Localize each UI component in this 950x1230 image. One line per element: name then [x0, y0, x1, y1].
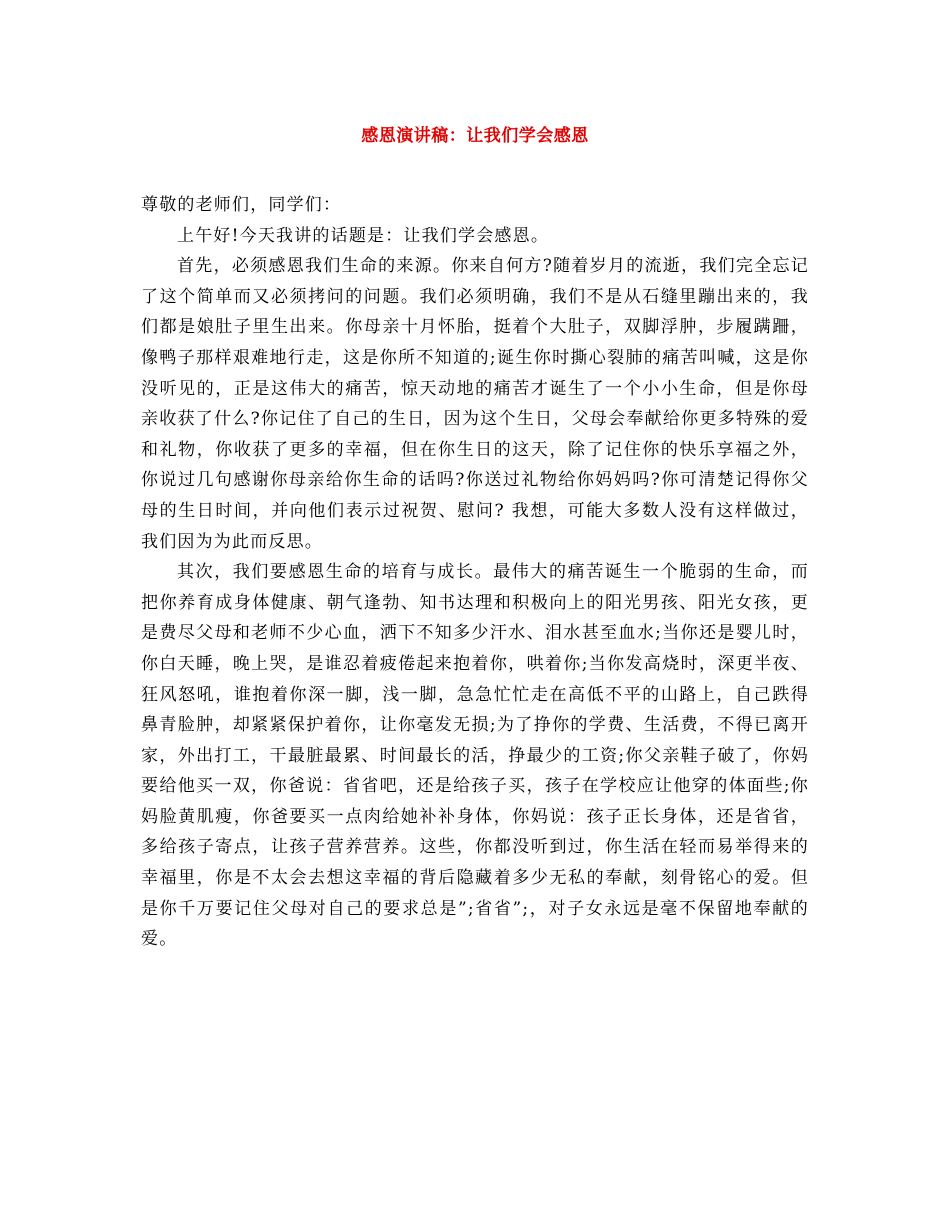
- paragraph-first: 首先，必须感恩我们生命的来源。你来自何方?随着岁月的流逝，我们完全忘记了这个简单而又必须拷问的问题。我们必须明确，我们不是从石缝里蹦出来的，我们都是娘肚子里生出来。你母亲十月怀胎，挺着个大肚子，双脚浮肿，步履蹒跚，像鸭子那样艰难地行走，这是你所不知道的;诞生你时撕心裂肺的痛苦叫喊，这是你没听见的，正是这伟大的痛苦，惊天动地的痛苦才诞生了一个小小生命，但是你母亲收获了什么?你记住了自己的生日，因为这个生日，父母会奉献给你更多特殊的爱和礼物，你收获了更多的幸福，但在你生日的这天，除了记住你的快乐享福之外，你说过几句感谢你母亲给你生命的话吗?你送过礼物给你妈妈吗?你可清楚记得你父母的生日时间，并向他们表示过祝贺、慰问? 我想，可能大多数人没有这样做过，我们因为为此而反思。: [141, 256, 809, 552]
- document-title: 感恩演讲稿：让我们学会感恩: [361, 126, 589, 146]
- salutation: 尊敬的老师们，同学们：: [141, 195, 342, 215]
- document-body: [141, 190, 809, 955]
- paragraph-greeting: 上午好!今天我讲的话题是：让我们学会感恩。: [177, 225, 550, 246]
- paragraph-second: 其次，我们要感恩生命的培育与成长。最伟大的痛苦诞生一个脆弱的生命，而把你养育成身体健康、朝气逢勃、知书达理和积极向上的阳光男孩、阳光女孩，更是费尽父母和老师不少心血，洒下不知多少汗水、泪水甚至血水;当你还是婴儿时，你白天睡，晚上哭，是谁忍着疲倦起来抱着你，哄着你;当你发高烧时，深更半夜、狂风怒吼，谁抱着你深一脚，浅一脚，急急忙忙走在高低不平的山路上，自己跌得鼻青脸肿，却紧紧保护着你，让你毫发无损;为了挣你的学费、生活费，不得已离开家，外出打工，干最脏最累、时间最长的活，挣最少的工资;你父亲鞋子破了，你妈要给他买一双，你爸说：省省吧，还是给孩子买，孩子在学校应让他穿的体面些;你妈脸黄肌瘦，你爸要买一点肉给她补补身体，你妈说：孩子正长身体，还是省省，多给孩子寄点，让孩子营养营养。这些，你都没听到过，你生活在轻而易举得来的幸福里，你是不太会去想这幸福的背后隐藏着多少无私的奉献，刻骨铭心的爱。但是你千万要记住父母对自己的要求总是”;省省”;，对子女永远是毫不保留地奉献的爱。: [141, 562, 809, 950]
